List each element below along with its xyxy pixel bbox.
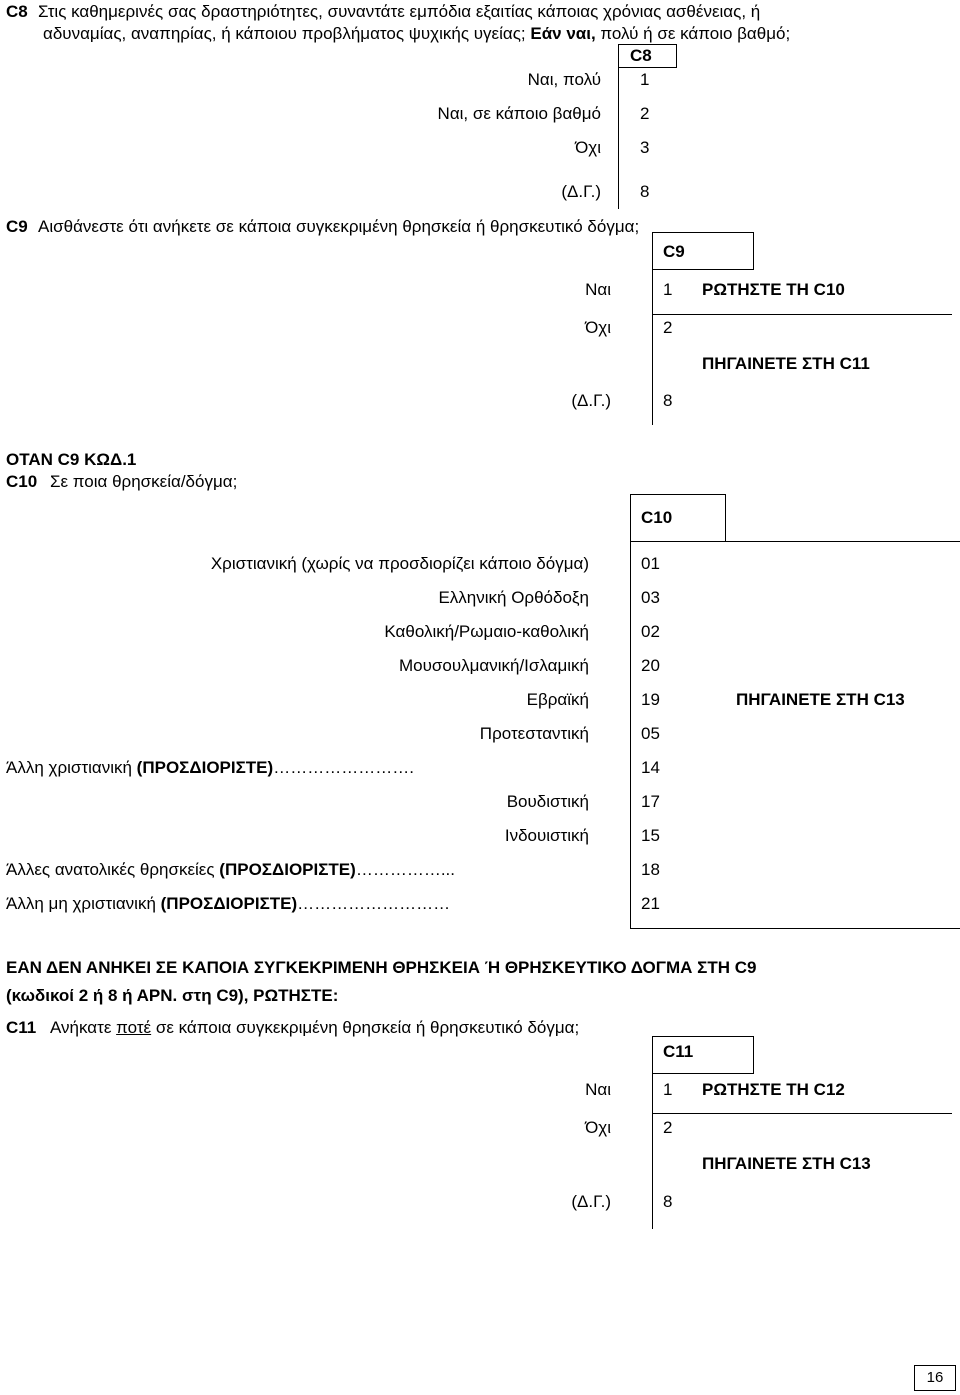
c11-option-label: (Δ.Γ.) bbox=[571, 1192, 611, 1211]
filter-instruction-c11-line1: ΕΑΝ ΔΕΝ ΑΝΗΚΕΙ ΣΕ ΚΑΠΟΙΑ ΣΥΓΚΕΚΡΙΜΕΝΗ ΘΡΗΣΚΕΙΑ Ή ΘΡΗΣΚΕΥΤΙΚΟ ΔΟΓΜΑ ΣΤΗ C9 bbox=[6, 958, 757, 977]
c10-option-code[interactable]: 05 bbox=[641, 724, 660, 743]
c8-option-code[interactable]: 2 bbox=[640, 104, 650, 123]
c10-option-code[interactable]: 18 bbox=[641, 860, 660, 879]
c8-option-code[interactable]: 1 bbox=[640, 70, 650, 89]
c10-option-code[interactable]: 15 bbox=[641, 826, 660, 845]
c10-skip-instruction: ΠΗΓΑΙΝΕΤΕ ΣΤΗ C13 bbox=[736, 690, 905, 709]
c10-option-label: Ελληνική Ορθόδοξη bbox=[438, 588, 589, 607]
c10-option-label: Καθολική/Ρωμαιο-καθολική bbox=[384, 622, 589, 641]
answer-column-line-c8 bbox=[618, 67, 619, 209]
c11-skip-instruction-yes: ΡΩΤΗΣΤΕ ΤΗ C12 bbox=[702, 1080, 845, 1099]
question-number-c11: C11 bbox=[6, 1018, 37, 1037]
question-text-c9: Αισθάνεστε ότι ανήκετε σε κάποια συγκεκριμένη θρησκεία ή θρησκευτικό δόγμα; bbox=[38, 217, 640, 236]
c10-option-label: Μουσουλμανική/Ισλαμική bbox=[398, 656, 589, 675]
c8-option-label: (Δ.Γ.) bbox=[561, 182, 601, 201]
c10-option-label: Βουδιστική bbox=[506, 792, 589, 811]
answer-column-line-c11 bbox=[652, 1073, 653, 1229]
c10-option-code[interactable]: 17 bbox=[641, 792, 660, 811]
c9-option-label: (Δ.Γ.) bbox=[571, 391, 611, 410]
c11-option-code[interactable]: 8 bbox=[663, 1192, 673, 1211]
c10-option-label-specify: Άλλη χριστιανική (ΠΡΟΣΔΙΟΡΙΣΤΕ)……………………. bbox=[6, 758, 414, 777]
c8-option-code[interactable]: 3 bbox=[640, 138, 650, 157]
question-number-c10: C10 bbox=[6, 472, 38, 491]
question-text-c8-line1: Στις καθημερινές σας δραστηριότητες, συναντάτε εμπόδια εξαιτίας κάποιας χρόνιας ασθένειας, ή bbox=[38, 2, 761, 21]
c8-option-code[interactable]: 8 bbox=[640, 182, 650, 201]
c9-option-label: Όχι bbox=[585, 318, 611, 337]
c11-option-code[interactable]: 2 bbox=[663, 1118, 673, 1137]
filter-instruction-c11-line2: (κωδικοί 2 ή 8 ή ΑΡΝ. στη C9), ΡΩΤΗΣΤΕ: bbox=[6, 986, 339, 1005]
answer-column-line-c10 bbox=[630, 541, 631, 929]
c10-option-code[interactable]: 20 bbox=[641, 656, 660, 675]
c9-option-label: Ναι bbox=[585, 280, 611, 299]
c10-option-code[interactable]: 02 bbox=[641, 622, 660, 641]
c9-divider bbox=[652, 314, 952, 315]
c8-option-label: Όχι bbox=[575, 138, 601, 157]
c11-skip-instruction-no: ΠΗΓΑΙΝΕΤΕ ΣΤΗ C13 bbox=[702, 1154, 871, 1173]
page-number: 16 bbox=[926, 1369, 944, 1386]
question-text-c10: Σε ποια θρησκεία/δόγμα; bbox=[50, 472, 238, 491]
c9-skip-instruction-yes: ΡΩΤΗΣΤΕ ΤΗ C10 bbox=[702, 280, 845, 299]
question-number-c8: C8 bbox=[6, 2, 28, 21]
c11-option-label: Ναι bbox=[585, 1080, 611, 1099]
question-text-c8-line2: αδυναμίας, αναπηρίας, ή κάποιου προβλήματος ψυχικής υγείας; Εάν ναι, πολύ ή σε κάποιο βαθμό; bbox=[43, 24, 791, 43]
c10-option-label: Εβραϊκή bbox=[526, 690, 589, 709]
c10-option-label: Προτεσταντική bbox=[479, 724, 589, 743]
c10-option-label: Χριστιανική (χωρίς να προσδιορίζει κάποιο δόγμα) bbox=[210, 554, 589, 573]
answer-box-label-c11: C11 bbox=[663, 1042, 694, 1061]
c9-option-code[interactable]: 2 bbox=[663, 318, 673, 337]
c10-option-label-specify: Άλλες ανατολικές θρησκείες (ΠΡΟΣΔΙΟΡΙΣΤΕ)……………... bbox=[6, 860, 455, 879]
c10-option-label-specify: Άλλη μη χριστιανική (ΠΡΟΣΔΙΟΡΙΣΤΕ)……………………… bbox=[6, 894, 451, 913]
answer-column-line-c9 bbox=[652, 269, 653, 425]
c9-option-code[interactable]: 8 bbox=[663, 391, 673, 410]
question-text-c11: Ανήκατε ποτέ σε κάποια συγκεκριμένη θρησκεία ή θρησκευτικό δόγμα; bbox=[50, 1018, 580, 1037]
c10-option-label: Ινδουιστική bbox=[504, 826, 589, 845]
c11-divider bbox=[652, 1113, 952, 1114]
answer-box-label-c10: C10 bbox=[641, 508, 673, 527]
filter-instruction-c10: ΟΤΑΝ C9 ΚΩΔ.1 bbox=[6, 450, 137, 469]
c10-top-divider bbox=[725, 541, 960, 542]
c10-option-code[interactable]: 21 bbox=[641, 894, 660, 913]
c10-option-code[interactable]: 14 bbox=[641, 758, 660, 777]
c11-option-label: Όχι bbox=[585, 1118, 611, 1137]
c9-option-code[interactable]: 1 bbox=[663, 280, 673, 299]
question-number-c9: C9 bbox=[6, 217, 28, 236]
c9-skip-instruction-no: ΠΗΓΑΙΝΕΤΕ ΣΤΗ C11 bbox=[702, 354, 870, 373]
answer-box-label-c9: C9 bbox=[663, 242, 685, 261]
c8-option-label: Ναι, πολύ bbox=[527, 70, 601, 89]
c8-option-label: Ναι, σε κάποιο βαθμό bbox=[437, 104, 601, 123]
answer-box-label-c8: C8 bbox=[630, 46, 652, 65]
c10-option-code[interactable]: 19 bbox=[641, 690, 660, 709]
c11-option-code[interactable]: 1 bbox=[663, 1080, 673, 1099]
c10-option-code[interactable]: 03 bbox=[641, 588, 660, 607]
c10-option-code[interactable]: 01 bbox=[641, 554, 660, 573]
c10-bottom-divider bbox=[630, 928, 960, 929]
